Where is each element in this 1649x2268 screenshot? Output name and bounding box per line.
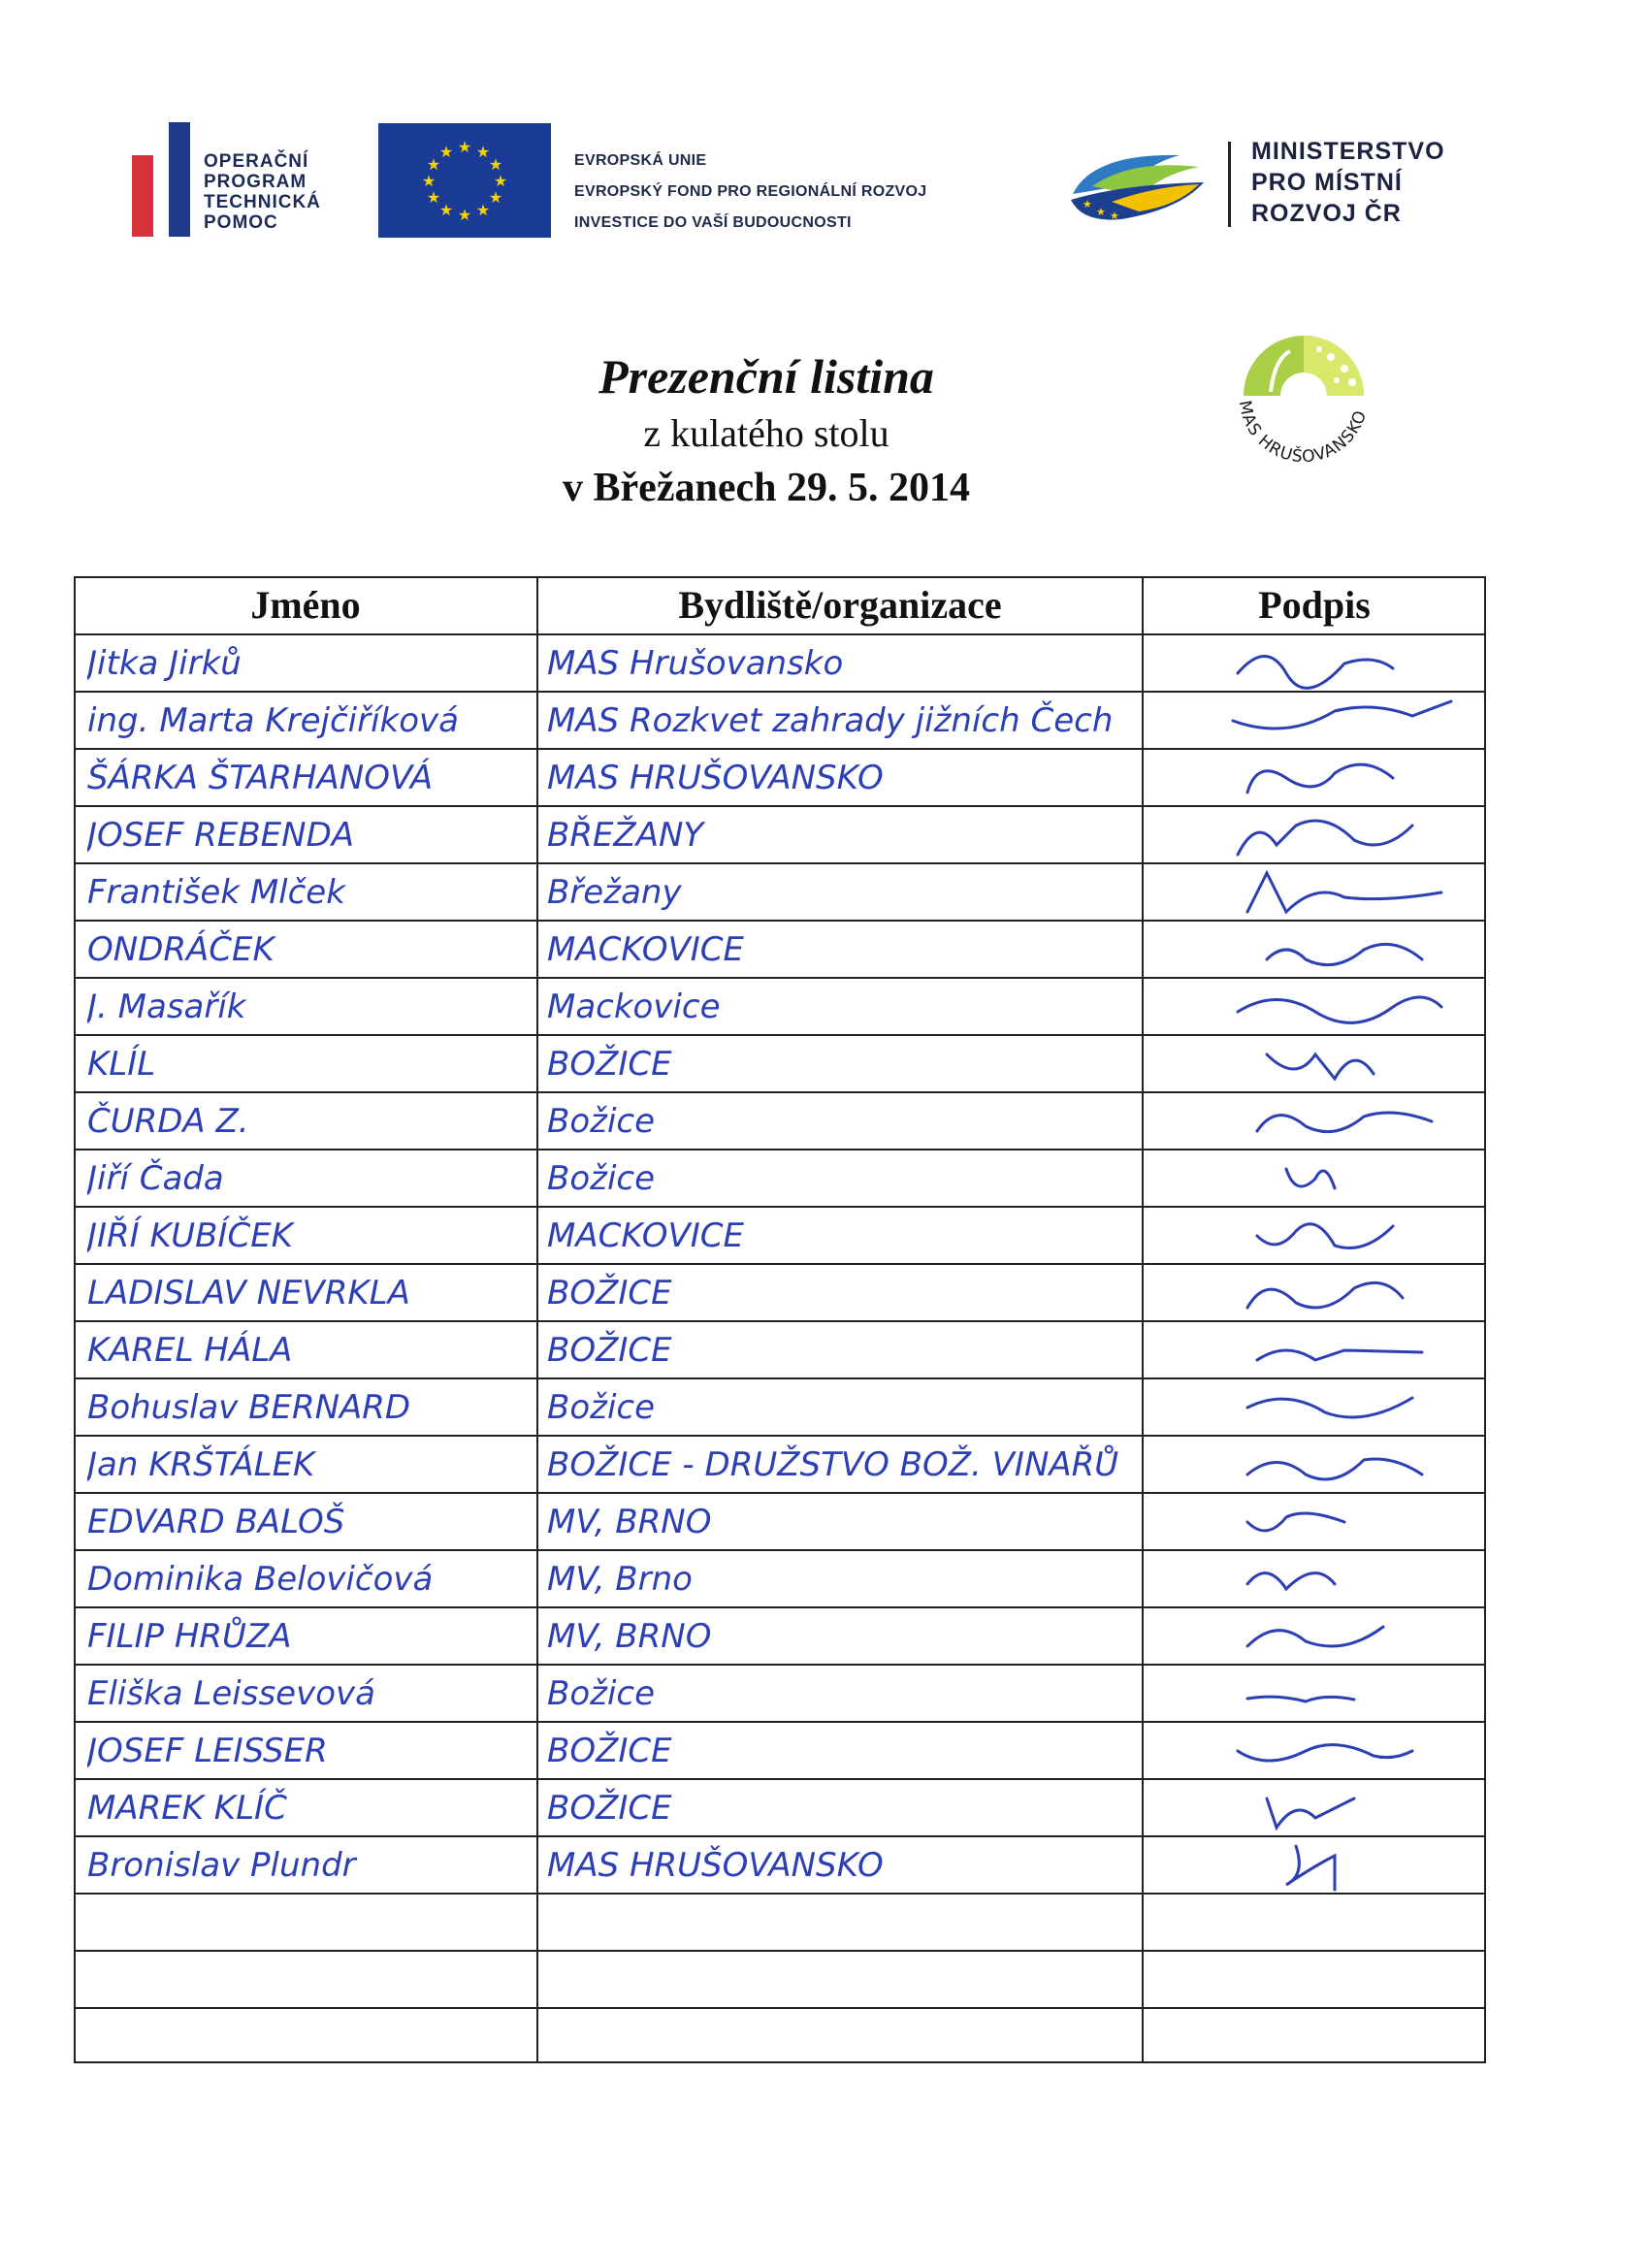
attendee-residence: BOŽICE [547, 1045, 672, 1084]
document-title [369, 344, 1164, 517]
svg-text:★: ★ [421, 172, 436, 190]
table-row [74, 749, 1486, 806]
table-row [74, 1207, 1486, 1264]
table-row [74, 1836, 1486, 1894]
table-row [74, 1035, 1486, 1092]
attendance-table [74, 576, 1486, 2063]
eu-line-1: EVROPSKÁ UNIE [574, 152, 707, 169]
attendee-residence: Božice [547, 1102, 656, 1141]
attendee-name: Bohuslav BERNARD [87, 1388, 411, 1427]
attendee-residence: BOŽICE - DRUŽSTVO BOŽ. VINAŘŮ [547, 1445, 1119, 1484]
table-row [74, 1150, 1486, 1207]
svg-text:★: ★ [457, 138, 472, 156]
attendee-signature [1228, 1607, 1461, 1666]
attendee-signature [1228, 749, 1461, 807]
optp-line-1: OPERAČNÍ [204, 151, 309, 172]
attendee-name: ŠÁRKA ŠTARHANOVÁ [87, 759, 434, 797]
attendee-name: FILIP HRŮZA [87, 1617, 292, 1656]
attendee-residence: BOŽICE [547, 1732, 672, 1770]
table-row [74, 1722, 1486, 1779]
optp-line-3: TECHNICKÁ [204, 192, 321, 212]
table-row [74, 1378, 1486, 1436]
attendee-name: JOSEF REBENDA [87, 816, 355, 855]
svg-text:★: ★ [488, 188, 503, 207]
attendee-signature [1228, 863, 1461, 922]
attendee-residence: MAS HRUŠOVANSKO [547, 1846, 884, 1885]
eu-flag-icon [378, 123, 551, 238]
svg-text:★: ★ [457, 206, 472, 224]
attendee-signature [1228, 1493, 1461, 1551]
logo-header [0, 0, 1649, 252]
table-row [74, 1493, 1486, 1550]
attendee-residence: Mackovice [547, 988, 721, 1026]
attendee-name: EDVARD BALOŠ [87, 1503, 345, 1541]
attendee-name: Bronislav Plundr [87, 1846, 356, 1885]
attendee-residence: MAS Rozkvet zahrady jižních Čech [547, 701, 1114, 740]
svg-text:★: ★ [475, 143, 491, 161]
mas-logo-text: MAS HRUŠOVANSKO [1234, 399, 1372, 468]
mas-logo-icon [1222, 330, 1387, 475]
table-row [74, 1264, 1486, 1321]
attendee-name: JOSEF LEISSER [87, 1732, 328, 1770]
attendee-signature [1228, 1092, 1461, 1150]
attendee-name: Jiří Čada [87, 1159, 224, 1198]
table-row [74, 1779, 1486, 1836]
svg-text:★: ★ [438, 143, 454, 161]
optp-line-4: POMOC [204, 212, 278, 233]
attendee-signature [1228, 806, 1461, 864]
attendee-name: Jitka Jirků [87, 644, 242, 683]
mmr-line-3: ROZVOJ ČR [1251, 200, 1402, 227]
attendee-name: LADISLAV NEVRKLA [87, 1274, 410, 1312]
svg-text:★: ★ [488, 155, 503, 174]
attendee-residence: MV, BRNO [547, 1503, 712, 1541]
attendee-residence: BOŽICE [547, 1331, 672, 1370]
optp-logo-text [204, 122, 321, 237]
attendee-residence: MAS HRUŠOVANSKO [547, 759, 884, 797]
attendee-residence: MACKOVICE [547, 930, 744, 969]
optp-logo [132, 122, 321, 237]
attendee-signature [1228, 692, 1461, 750]
eu-line-3: INVESTICE DO VAŠÍ BUDOUCNOSTI [574, 214, 852, 231]
svg-text:★: ★ [426, 155, 441, 174]
mmr-separator [1228, 142, 1231, 227]
mmr-text [1251, 136, 1445, 229]
attendee-residence: MACKOVICE [547, 1216, 744, 1255]
attendee-signature [1228, 1207, 1461, 1265]
attendee-signature [1228, 634, 1461, 693]
table-row [74, 921, 1486, 978]
attendee-residence: BOŽICE [547, 1789, 672, 1828]
attendee-signature [1228, 1779, 1461, 1837]
attendee-name: KLÍL [87, 1045, 156, 1084]
attendee-residence: BŘEŽANY [547, 816, 704, 855]
svg-text:★: ★ [438, 201, 454, 219]
title-main: Prezenční listina [598, 349, 934, 404]
svg-text:★: ★ [493, 172, 508, 190]
svg-text:MAS HRUŠOVANSKO [1235, 399, 1372, 467]
eu-text [574, 146, 926, 239]
mmr-line-1: MINISTERSTVO [1251, 138, 1445, 165]
attendee-signature [1228, 921, 1461, 979]
attendee-residence: Božice [547, 1674, 656, 1713]
header-residence: Bydliště/organizace [678, 583, 1002, 627]
svg-text:★: ★ [426, 188, 441, 207]
attendee-residence: BOŽICE [547, 1274, 672, 1312]
attendee-residence: Božice [547, 1388, 656, 1427]
table-row [74, 863, 1486, 921]
table-row [74, 806, 1486, 863]
table-row [74, 1436, 1486, 1493]
table-row [74, 1607, 1486, 1665]
attendee-name: ing. Marta Krejčiříková [87, 701, 459, 740]
attendee-residence: MV, BRNO [547, 1617, 712, 1656]
svg-text:★: ★ [475, 201, 491, 219]
attendee-residence: Božice [547, 1159, 656, 1198]
attendee-name: JIŘÍ KUBÍČEK [87, 1216, 293, 1255]
table-row [74, 634, 1486, 692]
attendee-signature [1228, 1264, 1461, 1322]
attendee-name: J. Masařík [87, 988, 246, 1026]
svg-text:★: ★ [1110, 210, 1119, 222]
attendee-name: ČURDA Z. [87, 1102, 249, 1141]
optp-blue-bar [169, 122, 190, 237]
attendee-signature [1228, 1722, 1461, 1780]
mmr-line-2: PRO MÍSTNÍ [1251, 169, 1403, 196]
attendee-name: ONDRÁČEK [87, 930, 275, 969]
header-name: Jméno [250, 583, 361, 627]
table-row [74, 1321, 1486, 1378]
svg-text:★: ★ [1096, 206, 1106, 218]
attendee-name: Jan KRŠTÁLEK [87, 1445, 315, 1484]
attendee-name: MAREK KLÍČ [87, 1789, 287, 1828]
attendee-signature [1228, 1436, 1461, 1494]
attendee-signature [1228, 1550, 1461, 1608]
attendee-name: Eliška Leissevová [87, 1674, 375, 1713]
title-place-date: v Břežanech 29. 5. 2014 [563, 466, 970, 510]
attendee-residence: MV, Brno [547, 1560, 693, 1599]
attendee-residence: MAS Hrušovansko [547, 644, 844, 683]
attendee-residence: Břežany [547, 873, 682, 912]
title-sub: z kulatého stolu [643, 411, 889, 455]
header-signature: Podpis [1258, 583, 1371, 627]
attendee-signature [1228, 1836, 1461, 1895]
attendee-name: František Mlček [87, 873, 345, 912]
eu-line-2: EVROPSKÝ FOND PRO REGIONÁLNÍ ROZVOJ [574, 183, 927, 200]
optp-line-2: PROGRAM [204, 172, 307, 192]
attendee-signature [1228, 978, 1461, 1036]
attendee-signature [1228, 1378, 1461, 1437]
table-row [74, 692, 1486, 749]
table-row [74, 1092, 1486, 1150]
attendee-name: KAREL HÁLA [87, 1331, 293, 1370]
attendee-signature [1228, 1321, 1461, 1379]
attendee-signature [1228, 1665, 1461, 1723]
attendee-name: Dominika Belovičová [87, 1560, 434, 1599]
attendee-signature [1228, 1035, 1461, 1093]
mmr-emblem-icon [1063, 146, 1209, 229]
table-row [74, 1550, 1486, 1607]
svg-text:★: ★ [1083, 198, 1092, 211]
attendee-signature [1228, 1150, 1461, 1208]
optp-red-bar [132, 155, 153, 237]
table-row [74, 1665, 1486, 1722]
table-row [74, 978, 1486, 1035]
